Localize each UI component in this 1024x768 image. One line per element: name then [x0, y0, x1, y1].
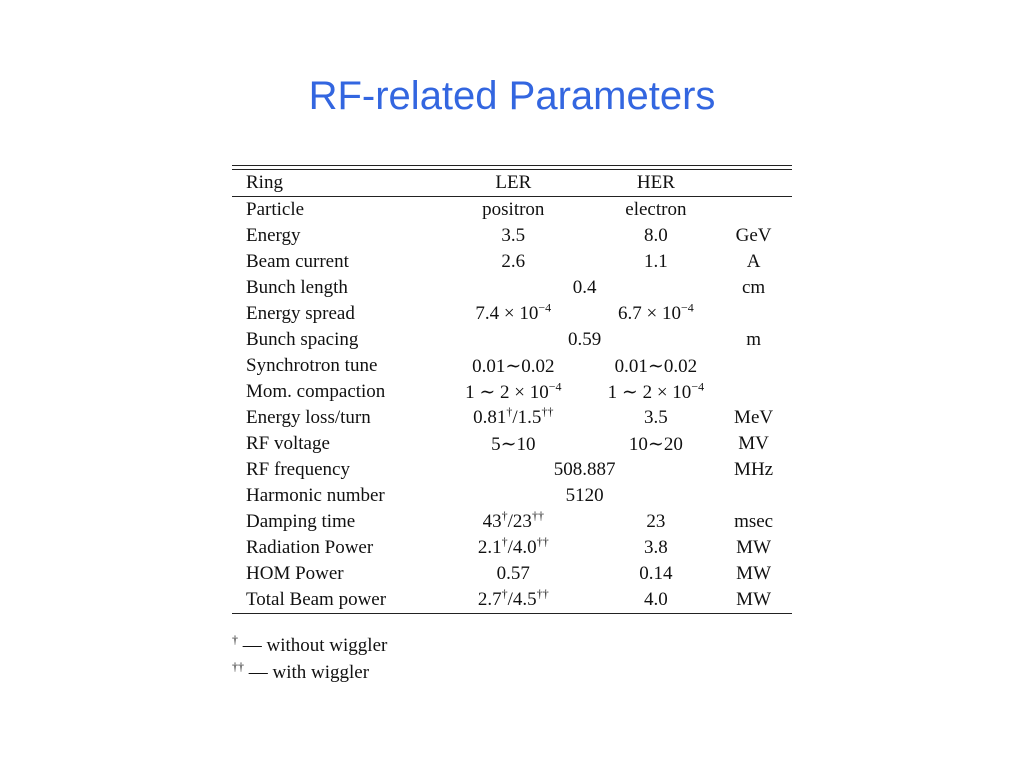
ler-value-a: 0.81 — [473, 407, 507, 428]
her-value: 4.0 — [644, 589, 668, 610]
unit-value — [727, 379, 792, 405]
ler-value: 0.57 — [496, 563, 530, 584]
shared-value: 5120 — [565, 485, 604, 506]
dagger-mark: † — [232, 632, 238, 647]
dagger-mark: † — [501, 508, 508, 523]
her-exponent: −4 — [691, 379, 705, 394]
her-value: 3.8 — [644, 537, 668, 558]
ler-value-a: 43 — [482, 511, 502, 532]
her-value-base: 1 ∼ 2 × 10 — [607, 381, 692, 403]
row-name: RF frequency — [246, 459, 350, 480]
table-row — [232, 483, 792, 509]
ler-value-a: 2.7 — [477, 589, 502, 610]
shared-value: 508.887 — [553, 459, 616, 480]
unit-value: MHz — [734, 459, 774, 480]
dagger-mark: † — [501, 534, 508, 549]
parameters-table-container — [232, 165, 792, 614]
header-ler: LER — [442, 170, 585, 197]
ler-value: 0.01∼0.02 — [472, 355, 555, 377]
unit-value: cm — [741, 277, 766, 298]
table-row — [232, 535, 792, 561]
ler-exponent: −4 — [548, 379, 562, 394]
ler-value: 3.5 — [501, 225, 526, 246]
footnote-without-wiggler — [232, 632, 387, 659]
table-row — [232, 405, 792, 431]
row-name: Energy spread — [246, 303, 355, 324]
shared-value: 0.59 — [567, 329, 602, 350]
her-value: 3.5 — [644, 407, 668, 428]
double-dagger-mark: †† — [536, 534, 549, 549]
table-row — [232, 587, 792, 614]
double-dagger-mark: †† — [232, 659, 244, 674]
ler-value: 5∼10 — [491, 433, 536, 455]
ler-value-b: /23 — [507, 511, 532, 532]
row-name: Bunch spacing — [246, 329, 359, 350]
row-name: Particle — [246, 199, 305, 220]
row-name: Radiation Power — [246, 537, 374, 558]
her-exponent: −4 — [680, 300, 694, 315]
her-value — [585, 301, 728, 327]
ler-value-b: /1.5 — [512, 407, 542, 428]
unit-value: msec — [734, 511, 774, 532]
ler-value: positron — [482, 199, 545, 220]
unit-value: MW — [736, 537, 771, 558]
her-value-base: 6.7 × 10 — [618, 303, 681, 324]
table-row — [232, 509, 792, 535]
double-dagger-mark: †† — [541, 404, 554, 419]
ler-value — [442, 587, 585, 614]
row-name: Energy — [246, 225, 301, 246]
table-row — [232, 457, 792, 483]
row-name: Total Beam power — [246, 589, 387, 610]
unit-value — [727, 301, 792, 327]
table-row — [232, 275, 792, 301]
unit-value: GeV — [735, 225, 772, 246]
table-row — [232, 197, 792, 224]
row-name: Harmonic number — [246, 485, 385, 506]
unit-value — [727, 483, 792, 509]
unit-value: MW — [736, 589, 771, 610]
dagger-mark: † — [506, 404, 513, 419]
header-her: HER — [585, 170, 728, 197]
ler-value-base: 1 ∼ 2 × 10 — [465, 381, 549, 403]
slide-title: RF-related Parameters — [308, 74, 716, 118]
ler-exponent: −4 — [538, 300, 552, 315]
double-dagger-mark: †† — [531, 508, 544, 523]
table-row — [232, 561, 792, 587]
unit-value: MeV — [734, 407, 774, 428]
ler-value-a: 2.1 — [477, 537, 502, 558]
her-value: 0.14 — [639, 563, 673, 584]
table-row — [232, 353, 792, 379]
ler-value-b: /4.5 — [507, 589, 537, 610]
ler-value-b: /4.0 — [507, 537, 537, 558]
ler-value — [442, 301, 585, 327]
unit-value: A — [746, 251, 761, 272]
unit-value — [727, 197, 792, 224]
unit-value: MV — [738, 433, 769, 454]
table-header-row — [232, 170, 792, 197]
unit-value: MW — [736, 563, 771, 584]
ler-value — [442, 405, 585, 431]
her-value: 0.01∼0.02 — [614, 355, 698, 377]
footnote-with-wiggler — [232, 659, 387, 686]
footnote-text: — with wiggler — [244, 662, 370, 683]
ler-value — [442, 509, 585, 535]
row-name: Energy loss/turn — [246, 407, 371, 428]
her-value: 10∼20 — [628, 433, 683, 455]
header-unit — [727, 170, 792, 197]
shared-value: 0.4 — [572, 277, 597, 298]
table-row — [232, 223, 792, 249]
table-row — [232, 431, 792, 457]
dagger-mark: † — [501, 586, 508, 601]
ler-value — [442, 535, 585, 561]
unit-value — [727, 353, 792, 379]
row-name: Beam current — [246, 251, 349, 272]
header-ring: Ring — [232, 170, 442, 197]
rf-parameters-table — [232, 169, 792, 614]
row-name: Damping time — [246, 511, 356, 532]
row-name: RF voltage — [246, 433, 330, 454]
table-row — [232, 301, 792, 327]
table-row — [232, 327, 792, 353]
her-value: 8.0 — [644, 225, 668, 246]
ler-value-base: 7.4 × 10 — [475, 303, 539, 324]
ler-value — [442, 379, 585, 405]
her-value: electron — [625, 199, 687, 220]
ler-value: 2.6 — [501, 251, 526, 272]
her-value: 1.1 — [644, 251, 668, 272]
table-row — [232, 249, 792, 275]
double-dagger-mark: †† — [536, 586, 549, 601]
her-value — [585, 379, 728, 405]
footnotes — [232, 632, 387, 686]
footnote-text: — without wiggler — [238, 635, 388, 656]
row-name: Synchrotron tune — [246, 355, 378, 376]
table-row — [232, 379, 792, 405]
row-name: Mom. compaction — [246, 381, 386, 402]
row-name: Bunch length — [246, 277, 348, 298]
unit-value: m — [746, 329, 761, 350]
row-name: HOM Power — [246, 563, 344, 584]
her-value: 23 — [646, 511, 666, 532]
